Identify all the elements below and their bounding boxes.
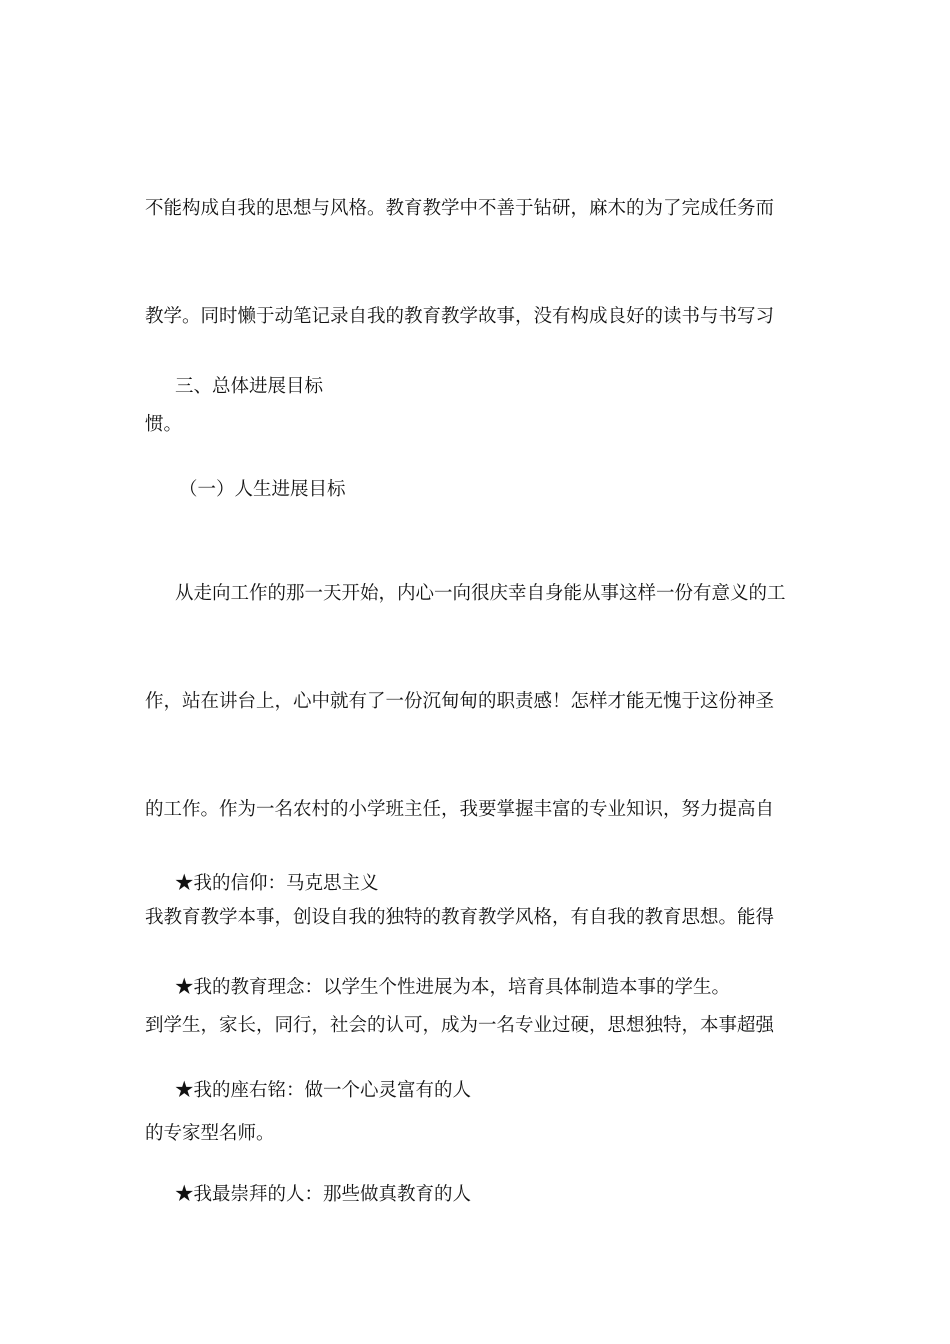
subsection-heading-text: （一）人生进展目标: [179, 479, 346, 500]
paragraph-line: 到学生，家长，同行，社会的认可，成为一名专业过硬，思想独特，本事超强: [145, 1015, 775, 1036]
list-item: ★我的座右铭：做一个心灵富有的人: [175, 1080, 472, 1101]
paragraph-line: 我教育教学本事，创设自我的独特的教育教学风格，有自我的教育思想。能得: [145, 907, 775, 928]
list-item: ★我的信仰：马克思主义: [175, 873, 379, 894]
list-item: ★我的教育理念：以学生个性进展为本，培育具体制造本事的学生。: [175, 977, 731, 998]
paragraph-line: 的专家型名师。: [145, 1123, 275, 1144]
paragraph-line: 作，站在讲台上，心中就有了一份沉甸甸的职责感！怎样才能无愧于这份神圣: [145, 691, 775, 712]
paragraph-line: 从走向工作的那一天开始，内心一向很庆幸自身能从事这样一份有意义的工: [175, 583, 786, 604]
paragraph-line: 的工作。作为一名农村的小学班主任，我要掌握丰富的专业知识，努力提高自: [145, 799, 775, 820]
paragraph-line: 教学。同时懒于动笔记录自我的教育教学故事，没有构成良好的读书与书写习: [145, 306, 775, 327]
list-item: ★我最崇拜的人：那些做真教育的人: [175, 1184, 472, 1205]
section-heading-text: 三、总体进展目标: [175, 376, 324, 397]
idol-item: [145, 1105, 817, 1285]
paragraph-line: 不能构成自我的思想与风格。教育教学中不善于钻研，麻木的为了完成任务而: [145, 198, 775, 219]
paragraph-line: 惯。: [145, 414, 183, 435]
